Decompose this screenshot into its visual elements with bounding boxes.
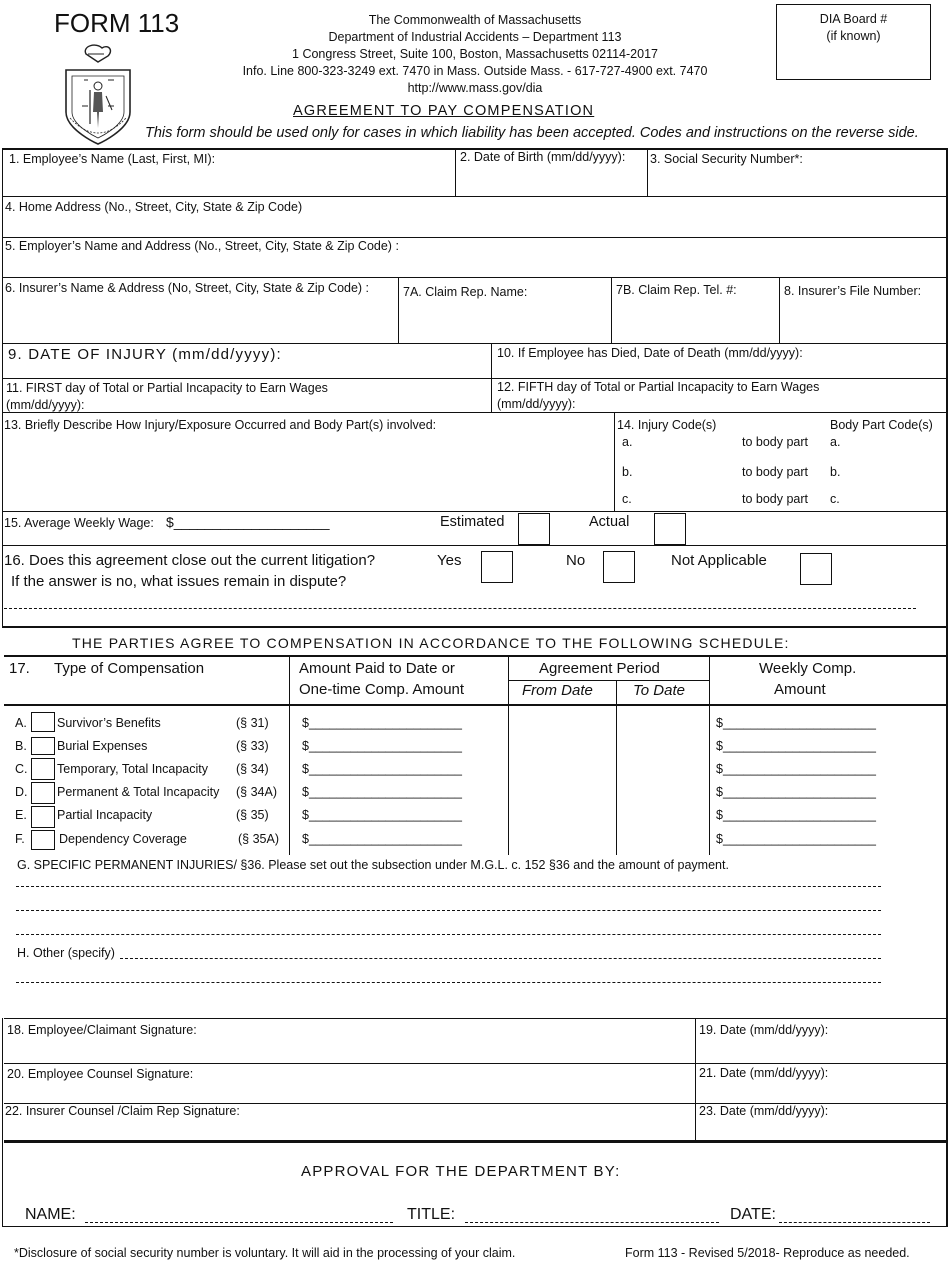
row-section: (§ 35) xyxy=(236,808,269,822)
amount-header-line1: Amount Paid to Date or xyxy=(299,660,455,677)
row-section: (§ 31) xyxy=(236,716,269,730)
issues-in-dispute-label: If the answer is no, what issues remain in dispute? xyxy=(11,573,347,590)
partial-incapacity-checkbox[interactable] xyxy=(31,806,55,828)
row-section: (§ 34A) xyxy=(236,785,277,799)
employer-address-field[interactable]: 5. Employer’s Name and Address (No., Street, City, State & Zip Code) : xyxy=(5,239,399,253)
insurer-counsel-signature-field[interactable]: 22. Insurer Counsel /Claim Rep Signature: xyxy=(5,1104,240,1118)
counsel-signature-date-field[interactable]: 21. Date (mm/dd/yyyy): xyxy=(699,1066,829,1080)
weekly-comp-field[interactable]: $______________________ xyxy=(716,808,876,822)
body-part-codes-label: Body Part Code(s) xyxy=(830,418,933,432)
form-number: FORM 113 xyxy=(54,8,180,38)
specific-injuries-line[interactable] xyxy=(16,886,881,887)
injury-codes-label: 14. Injury Code(s) xyxy=(617,418,717,432)
row-letter: B. xyxy=(15,739,27,753)
agency-line: 1 Congress Street, Suite 100, Boston, Massachusetts 02114-2017 xyxy=(292,47,658,61)
form-revision-note: Form 113 - Revised 5/2018- Reproduce as needed. xyxy=(625,1246,910,1260)
dia-board-sublabel: (if known) xyxy=(826,29,881,43)
claim-rep-name-field[interactable]: 7A. Claim Rep. Name: xyxy=(403,285,528,299)
row-letter: A. xyxy=(15,716,27,730)
weekly-comp-header-line2: Amount xyxy=(774,681,826,698)
approval-title-field[interactable] xyxy=(465,1222,719,1223)
to-body-part-label: to body part xyxy=(742,465,809,479)
average-weekly-wage-field[interactable]: $____________________ xyxy=(166,514,330,530)
survivors-benefits-checkbox[interactable] xyxy=(31,712,55,732)
ssn-field[interactable]: 3. Social Security Number*: xyxy=(650,152,803,166)
to-body-part-label: to body part xyxy=(742,492,809,506)
permanent-total-checkbox[interactable] xyxy=(31,782,55,804)
row-letter: D. xyxy=(15,785,28,799)
claim-rep-tel-field[interactable]: 7B. Claim Rep. Tel. #: xyxy=(616,283,737,297)
agency-line: http://www.mass.gov/dia xyxy=(407,81,543,95)
row-label: Survivor’s Benefits xyxy=(57,716,161,730)
fifth-day-incapacity-field[interactable]: (mm/dd/yyyy): xyxy=(497,397,576,411)
amount-paid-field[interactable]: $______________________ xyxy=(302,762,462,776)
form-instruction: This form should be used only for cases in which liability has been accepted. Codes and instructions on the reverse side. xyxy=(145,125,919,141)
to-date-header: To Date xyxy=(633,682,685,699)
row-letter: F. xyxy=(15,832,25,846)
dia-board-label: DIA Board # xyxy=(819,12,888,26)
specific-injuries-label: G. SPECIFIC PERMANENT INJURIES/ §36. Please set out the subsection under M.G.L. c. 152 §36 and the amount of payment. xyxy=(17,858,729,872)
other-specify-field[interactable] xyxy=(120,958,881,959)
row-label: Permanent & Total Incapacity xyxy=(57,785,220,799)
approval-name-field[interactable] xyxy=(85,1222,393,1223)
no-checkbox[interactable] xyxy=(603,551,635,583)
burial-expenses-checkbox[interactable] xyxy=(31,737,55,755)
type-comp-header: Type of Compensation xyxy=(54,660,205,677)
agency-line: Department of Industrial Accidents – Department 113 xyxy=(328,30,622,44)
specific-injuries-line[interactable] xyxy=(16,934,881,935)
insurer-file-number-field[interactable]: 8. Insurer’s File Number: xyxy=(784,284,922,298)
ssn-disclosure-note: *Disclosure of social security number is voluntary. It will aid in the processing of your claim. xyxy=(14,1246,516,1260)
approval-date-field[interactable] xyxy=(779,1222,930,1223)
row-letter: E. xyxy=(15,808,27,822)
weekly-comp-header-line1: Weekly Comp. xyxy=(759,660,857,677)
date-of-injury-field[interactable]: 9. DATE OF INJURY (mm/dd/yyyy): xyxy=(8,346,282,363)
employee-signature-date-field[interactable]: 19. Date (mm/dd/yyyy): xyxy=(699,1023,829,1037)
amount-paid-field[interactable]: $______________________ xyxy=(302,739,462,753)
temporary-total-checkbox[interactable] xyxy=(31,758,55,780)
employee-counsel-signature-field[interactable]: 20. Employee Counsel Signature: xyxy=(7,1067,194,1081)
agency-line: The Commonwealth of Massachusetts xyxy=(368,13,582,27)
row-label: Burial Expenses xyxy=(57,739,148,753)
dia-board-box[interactable] xyxy=(776,4,931,80)
injury-code-b[interactable]: b. xyxy=(622,465,633,479)
amount-paid-field[interactable]: $______________________ xyxy=(302,716,462,730)
dependency-coverage-checkbox[interactable] xyxy=(31,830,55,850)
weekly-comp-field[interactable]: $______________________ xyxy=(716,762,876,776)
amount-header-line2: One-time Comp. Amount xyxy=(299,681,465,698)
first-day-incapacity-field[interactable]: (mm/dd/yyyy): xyxy=(6,398,85,412)
body-part-code-b[interactable]: b. xyxy=(830,465,841,479)
yes-label: Yes xyxy=(437,552,462,569)
first-day-incapacity-label: 11. FIRST day of Total or Partial Incapacity to Earn Wages xyxy=(6,381,328,395)
no-label: No xyxy=(566,552,586,569)
issues-in-dispute-field[interactable] xyxy=(4,608,916,609)
weekly-comp-field[interactable]: $______________________ xyxy=(716,739,876,753)
body-part-code-a[interactable]: a. xyxy=(830,435,841,449)
row-section: (§ 34) xyxy=(236,762,269,776)
row-letter: C. xyxy=(15,762,28,776)
other-specify-label: H. Other (specify) xyxy=(17,946,119,960)
injury-code-c[interactable]: c. xyxy=(622,492,632,506)
specific-injuries-line[interactable] xyxy=(16,910,881,911)
employee-signature-field[interactable]: 18. Employee/Claimant Signature: xyxy=(7,1023,197,1037)
date-of-birth-field[interactable]: 2. Date of Birth (mm/dd/yyyy): xyxy=(460,150,626,164)
home-address-field[interactable]: 4. Home Address (No., Street, City, State & Zip Code) xyxy=(5,200,303,214)
body-part-code-c[interactable]: c. xyxy=(830,492,840,506)
row-label: Dependency Coverage xyxy=(59,832,187,846)
amount-paid-field[interactable]: $______________________ xyxy=(302,785,462,799)
approval-title-label: TITLE: xyxy=(407,1206,456,1223)
to-body-part-label: to body part xyxy=(742,435,809,449)
amount-paid-field[interactable]: $______________________ xyxy=(302,832,462,846)
fifth-day-incapacity-label: 12. FIFTH day of Total or Partial Incapacity to Earn Wages xyxy=(497,380,820,394)
massachusetts-seal-icon xyxy=(58,40,138,150)
other-specify-line[interactable] xyxy=(16,982,881,983)
injury-code-a[interactable]: a. xyxy=(622,435,633,449)
agreement-period-header: Agreement Period xyxy=(539,660,660,677)
estimated-label: Estimated xyxy=(440,514,505,530)
not-applicable-label: Not Applicable xyxy=(671,552,767,569)
from-date-header: From Date xyxy=(522,682,593,699)
litigation-question: 16. Does this agreement close out the current litigation? xyxy=(4,552,376,569)
amount-paid-field[interactable]: $______________________ xyxy=(302,808,462,822)
type-comp-number: 17. xyxy=(9,660,30,677)
insurer-signature-date-field[interactable]: 23. Date (mm/dd/yyyy): xyxy=(699,1104,829,1118)
average-weekly-wage-label: 15. Average Weekly Wage: xyxy=(4,516,154,530)
injury-description-field[interactable]: 13. Briefly Describe How Injury/Exposure Occurred and Body Part(s) involved: xyxy=(4,418,437,432)
row-label: Temporary, Total Incapacity xyxy=(57,762,208,776)
form-title: AGREEMENT TO PAY COMPENSATION xyxy=(293,103,595,119)
approval-name-label: NAME: xyxy=(25,1206,76,1223)
not-applicable-checkbox[interactable] xyxy=(800,553,832,585)
approval-date-label: DATE: xyxy=(730,1206,776,1223)
actual-label: Actual xyxy=(589,514,630,530)
date-of-death-field[interactable]: 10. If Employee has Died, Date of Death (mm/dd/yyyy): xyxy=(497,346,803,360)
row-label: Partial Incapacity xyxy=(57,808,153,822)
agency-line: Info. Line 800-323-3249 ext. 7470 in Mass. Outside Mass. - 617-727-4900 ext. 7470 xyxy=(242,64,708,78)
row-section: (§ 33) xyxy=(236,739,269,753)
approval-heading: APPROVAL FOR THE DEPARTMENT BY: xyxy=(301,1163,621,1180)
schedule-heading: THE PARTIES AGREE TO COMPENSATION IN ACCORDANCE TO THE FOLLOWING SCHEDULE: xyxy=(72,635,790,651)
weekly-comp-field[interactable]: $______________________ xyxy=(716,785,876,799)
weekly-comp-field[interactable]: $______________________ xyxy=(716,716,876,730)
actual-checkbox[interactable] xyxy=(654,513,686,545)
weekly-comp-field[interactable]: $______________________ xyxy=(716,832,876,846)
estimated-checkbox[interactable] xyxy=(518,513,550,545)
employee-name-field[interactable]: 1. Employee’s Name (Last, First, MI): xyxy=(9,152,216,166)
row-section: (§ 35A) xyxy=(238,832,279,846)
agency-address-block xyxy=(200,12,750,97)
yes-checkbox[interactable] xyxy=(481,551,513,583)
insurer-address-field[interactable]: 6. Insurer’s Name & Address (No, Street, City, State & Zip Code) : xyxy=(5,281,370,295)
